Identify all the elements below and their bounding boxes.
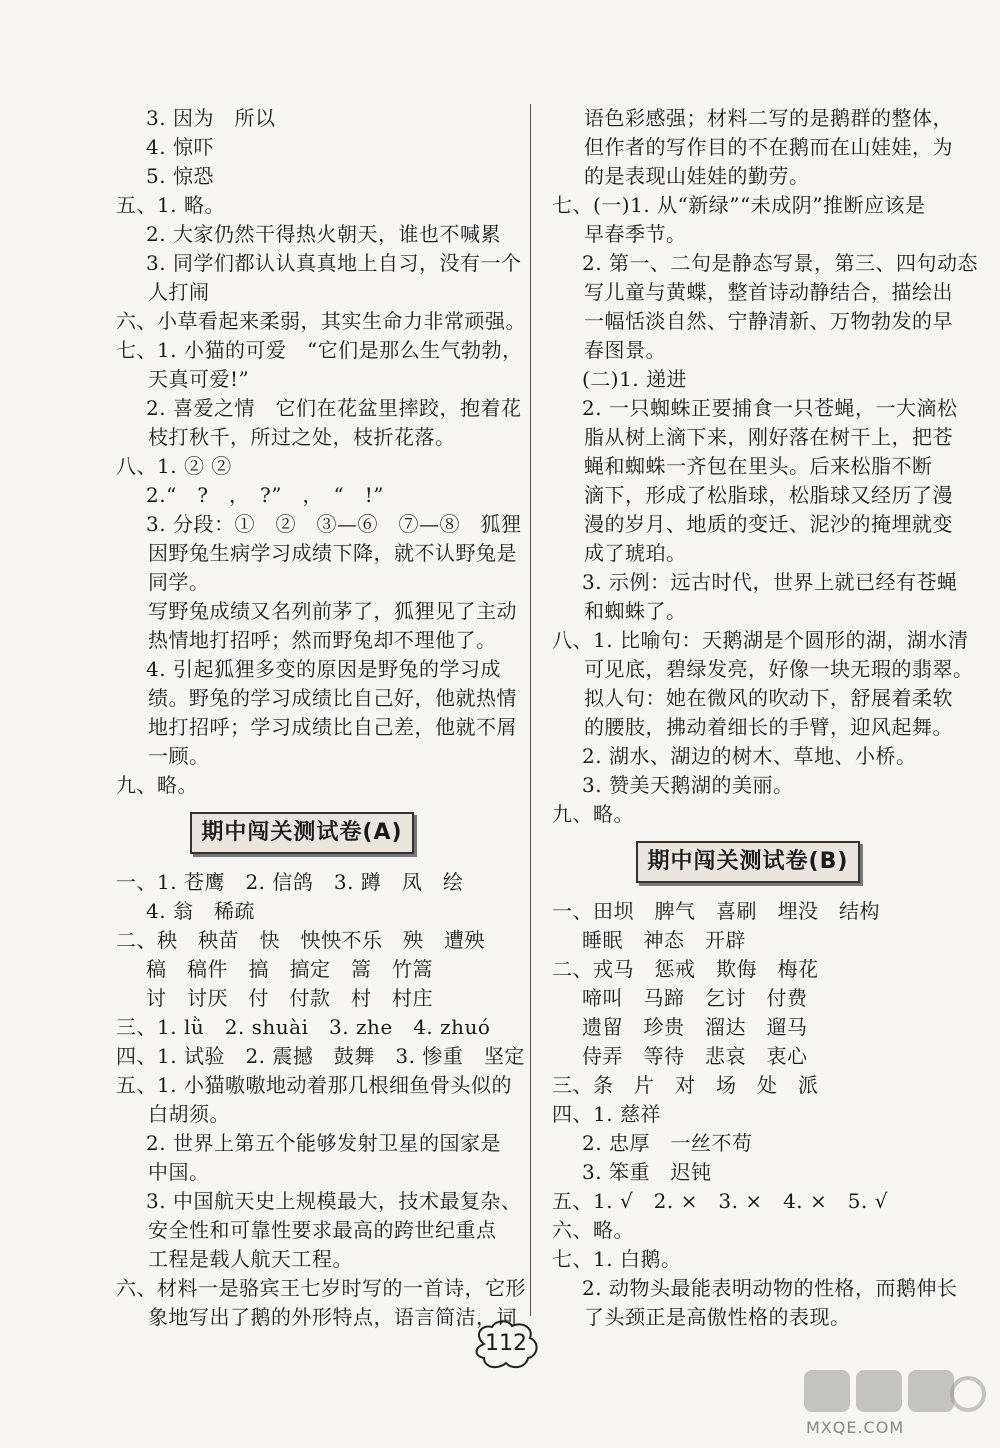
answer-line: 拟人句：她在微风的吹动下，舒展着柔软 (584, 686, 953, 710)
answer-line: 一顾。 (148, 744, 210, 768)
answer-line: 2. 忠厚 一丝不苟 (582, 1131, 753, 1155)
answer-line: 2. 动物头最能表明动物的性格，而鹅伸长 (582, 1276, 958, 1300)
answer-line: 象地写出了鹅的外形特点，语言简洁，词 (148, 1305, 517, 1329)
answer-line: 九、略。 (552, 802, 634, 826)
answer-line: 早春季节。 (584, 222, 687, 246)
answer-line: 中国。 (148, 1160, 210, 1184)
page-number: 112 (485, 1331, 527, 1356)
answer-line: 2. 喜爱之情 它们在花盆里摔跤，抱着花 (146, 396, 522, 420)
answer-line: 绩。野兔的学习成绩比自己好，他就热情 (148, 686, 517, 710)
answer-line: 语色彩感强；材料二写的是鹅群的整体， (584, 106, 953, 130)
answer-line: 侍弄 等待 悲哀 衷心 (582, 1044, 808, 1068)
watermark-text: MXQE.COM (806, 1418, 905, 1437)
answer-line: 2. 世界上第五个能够发射卫星的国家是 (146, 1131, 501, 1155)
watermark-logo (800, 1364, 990, 1444)
answer-line: 漫的岁月、地质的变迁、泥沙的掩埋就变 (584, 512, 953, 536)
left-column (116, 104, 536, 1332)
answer-line: 二、戎马 惩戒 欺侮 梅花 (552, 957, 819, 981)
answer-line: 蝇和蜘蛛一齐包在里头。后来松脂不断 (584, 454, 933, 478)
answer-line: 可见底，碧绿发亮，好像一块无瑕的翡翠。 (584, 657, 974, 681)
answer-line: 同学。 (148, 570, 210, 594)
answer-line: 九、略。 (116, 773, 198, 797)
midterm-a-answers (116, 868, 536, 1332)
answer-line: 写野兔成绩又名列前茅了，狐狸见了主动 (148, 599, 517, 623)
answer-line: (二)1. 递进 (582, 367, 688, 391)
column-divider (530, 104, 531, 1316)
answer-line: 因野兔生病学习成绩下降，就不认野兔是 (148, 541, 517, 565)
answer-line: 3. 因为 所以 (146, 106, 276, 130)
answer-line: 人打闹 (148, 280, 210, 304)
answer-line: 七、1. 小猫的可爱 “它们是那么生气勃勃， (116, 338, 523, 362)
answer-line: 的腰肢，拂动着细长的手臂，迎风起舞。 (584, 715, 953, 739)
answer-line: 一、1. 苍鹰 2. 信鸽 3. 蹲 凤 绘 (116, 870, 464, 894)
answer-line: 2. 大家仍然干得热火朝天，谁也不喊累 (146, 222, 501, 246)
right-column (552, 104, 978, 1332)
answer-line: 但作者的写作目的不在鹅而在山娃娃，为 (584, 135, 953, 159)
answer-line: 5. 惊恐 (146, 164, 214, 188)
answer-line: 八、1. 比喻句：天鹅湖是个圆形的湖，湖水清 (552, 628, 969, 652)
answer-line: 五、1. √ 2. × 3. × 4. × 5. √ (552, 1189, 888, 1213)
answer-line: 3. 赞美天鹅湖的美丽。 (582, 773, 794, 797)
answer-line: 安全性和可靠性要求最高的跨世纪重点 (148, 1218, 497, 1242)
answer-line: 八、1. ② ② (116, 454, 232, 478)
answer-line: 五、1. 小猫嗷嗷地动着那几根细鱼骨头似的 (116, 1073, 512, 1097)
section-title-midterm-a (190, 812, 414, 854)
answer-line: 三、条 片 对 场 处 派 (552, 1073, 819, 1097)
answer-line: 天真可爱!” (148, 367, 250, 391)
answer-line: 五、1. 略。 (116, 193, 225, 217)
answer-line: 枝打秋千，所过之处，枝折花落。 (148, 425, 456, 449)
answer-line: 七、1. 白鹅。 (552, 1247, 682, 1271)
answer-line: 2.“ ? ， ?” ， “ !” (146, 483, 384, 507)
answer-line: 地打招呼；学习成绩比自己差，他就不屑 (148, 715, 517, 739)
answer-line: 七、(一)1. 从“新绿”“未成阴”推断应该是 (552, 193, 926, 217)
answer-stamp-icon (800, 1364, 990, 1418)
answer-line: 滴下，形成了松脂球，松脂球又经历了漫 (584, 483, 953, 507)
answer-line: 4. 惊吓 (146, 135, 214, 159)
answer-line: 一、田坝 脾气 喜刷 埋没 结构 (552, 899, 880, 923)
section-title-midterm-b (636, 841, 860, 883)
section-a-title: 期中闯关测试卷(A) (201, 820, 403, 845)
answer-line: 成了琥珀。 (584, 541, 687, 565)
answer-line: 了头颈正是高傲性格的表现。 (584, 1305, 851, 1329)
answer-line: 二、秧 秧苗 快 怏怏不乐 殃 遭殃 (116, 928, 485, 952)
answer-line: 四、1. 试验 2. 震撼 鼓舞 3. 惨重 坚定 (116, 1044, 525, 1068)
right-answers-continued (552, 104, 978, 829)
answer-line: 四、1. 慈祥 (552, 1102, 661, 1126)
answer-line: 3. 同学们都认认真真地上自习，没有一个 (146, 251, 522, 275)
page-number-badge (470, 1318, 542, 1370)
left-answers-continued (116, 104, 536, 800)
answer-line: 工程是载人航天工程。 (148, 1247, 353, 1271)
answer-line: 六、略。 (552, 1218, 634, 1242)
answer-line: 脂从树上滴下来，刚好落在树干上，把苍 (584, 425, 953, 449)
answer-line: 的是表现山娃娃的勤劳。 (584, 164, 810, 188)
answer-line: 和蜘蛛了。 (584, 599, 687, 623)
answer-line: 啼叫 马蹄 乞讨 付费 (582, 986, 808, 1010)
answer-line: 4. 翁 稀疏 (146, 899, 255, 923)
answer-line: 白胡须。 (148, 1102, 230, 1126)
answer-line: 3. 中国航天史上规模最大，技术最复杂、 (146, 1189, 522, 1213)
answer-line: 春图景。 (584, 338, 666, 362)
answer-line: 睡眠 神态 开辟 (582, 928, 746, 952)
answer-line: 六、材料一是骆宾王七岁时写的一首诗，它形 (116, 1276, 526, 1300)
answer-line: 稿 稿件 搞 搞定 篙 竹篙 (146, 957, 433, 981)
answer-line: 3. 分段：① ② ③—⑥ ⑦—⑧ 狐狸 (146, 512, 522, 536)
answer-line: 三、1. lǜ 2. shuài 3. zhe 4. zhuó (116, 1015, 491, 1039)
answer-line: 一幅恬淡自然、宁静清新、万物勃发的早 (584, 309, 953, 333)
answer-line: 2. 一只蜘蛛正要捕食一只苍蝇，一大滴松 (582, 396, 958, 420)
answer-line: 热情地打招呼；然而野兔却不理他了。 (148, 628, 497, 652)
answer-line: 4. 引起狐狸多变的原因是野兔的学习成 (146, 657, 501, 681)
answer-line: 3. 笨重 迟钝 (582, 1160, 712, 1184)
answer-line: 遗留 珍贵 溜达 遛马 (582, 1015, 808, 1039)
answer-line: 2. 第一、二句是静态写景，第三、四句动态 (582, 251, 978, 275)
section-b-title: 期中闯关测试卷(B) (647, 849, 849, 874)
answer-line: 2. 湖水、湖边的树木、草地、小桥。 (582, 744, 917, 768)
answer-line: 写儿童与黄蝶，整首诗动静结合，描绘出 (584, 280, 953, 304)
answer-line: 3. 示例：远古时代，世界上就已经有苍蝇 (582, 570, 958, 594)
answer-line: 讨 讨厌 付 付款 村 村庄 (146, 986, 433, 1010)
answer-line: 六、小草看起来柔弱，其实生命力非常顽强。 (116, 309, 526, 333)
midterm-b-answers (552, 897, 972, 1332)
